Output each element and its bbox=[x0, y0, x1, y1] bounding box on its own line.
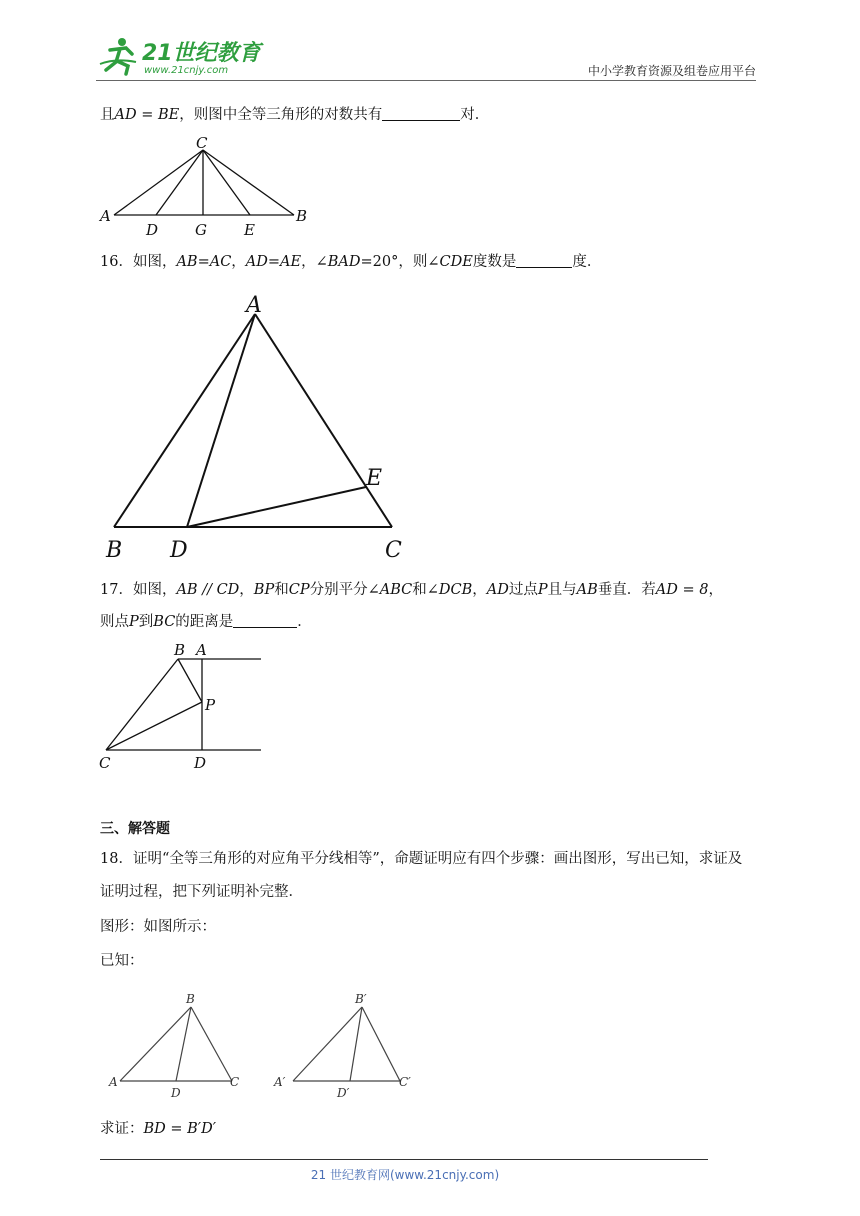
svg-text:21世纪教育: 21世纪教育 bbox=[142, 41, 261, 66]
section-title: 三、解答题 bbox=[100, 821, 170, 837]
q18-fig2-label-d: D′ bbox=[337, 1086, 350, 1100]
q18-figure-label: 图形：如图所示： bbox=[100, 919, 216, 935]
q18-figures bbox=[100, 985, 430, 1105]
q15-text: 且AD = BE，则图中全等三角形的对数共有 对． bbox=[100, 107, 490, 123]
q18-fig2-label-c: C′ bbox=[399, 1075, 411, 1089]
q17-figure bbox=[96, 640, 276, 780]
q18-fig1-label-c: C bbox=[230, 1075, 240, 1089]
q17-text-line2: 则点P到BC的距离是 ． bbox=[100, 614, 312, 630]
q18-prove: 求证：BD = B′D′ bbox=[100, 1121, 217, 1137]
q17-label-p: P bbox=[205, 696, 216, 714]
q15-figure bbox=[96, 134, 326, 240]
q16-label-a: A bbox=[246, 293, 262, 318]
q18-fig2-label-a: A′ bbox=[274, 1075, 286, 1089]
q16-figure bbox=[96, 290, 426, 570]
header-divider bbox=[96, 80, 756, 81]
q15-label-g: G bbox=[195, 221, 207, 239]
q17-label-d: D bbox=[194, 754, 207, 772]
q15-label-e: E bbox=[244, 221, 255, 239]
q17-label-c: C bbox=[99, 754, 111, 772]
svg-text:www.21cnjy.com: www.21cnjy.com bbox=[144, 65, 229, 76]
footer-text: 21 世纪教育网(www.21cnjy.com) bbox=[310, 1168, 500, 1182]
q17-label-b: B bbox=[174, 641, 186, 659]
q16-answer-blank[interactable] bbox=[516, 253, 572, 268]
footer-divider bbox=[100, 1159, 708, 1160]
q18-fig1-label-b: B bbox=[186, 992, 195, 1006]
q15-label-c: C bbox=[196, 134, 208, 152]
q15-label-a: A bbox=[100, 207, 111, 225]
q17-label-a: A bbox=[196, 641, 207, 659]
q18-text-line2: 证明过程，把下列证明补完整． bbox=[100, 884, 303, 900]
q15-answer-blank[interactable] bbox=[382, 106, 460, 121]
q15-label-d: D bbox=[146, 221, 159, 239]
site-logo bbox=[96, 34, 266, 78]
q16-label-b: B bbox=[106, 538, 123, 563]
q17-text-line1: 17．如图，AB // CD，BP和CP分别平分∠ABC和∠DCB，AD过点P且与AB垂直．若AD = 8， bbox=[100, 582, 723, 598]
q16-text: 16．如图，AB=AC，AD=AE，∠BAD=20°，则∠CDE度数是 度． bbox=[100, 254, 602, 270]
header-tagline: 中小学教育资源及组卷应用平台 bbox=[587, 64, 756, 78]
q18-text-line1: 18．证明“全等三角形的对应角平分线相等”，命题证明应有四个步骤：画出图形，写出已知，求证及 bbox=[100, 851, 743, 867]
q16-label-d: D bbox=[170, 538, 188, 563]
q18-fig2-label-b: B′ bbox=[355, 992, 367, 1006]
q16-label-e: E bbox=[366, 466, 383, 491]
q15-label-b: B bbox=[296, 207, 308, 225]
q18-fig1-label-a: A bbox=[109, 1075, 118, 1089]
q16-label-c: C bbox=[385, 538, 402, 563]
q17-answer-blank[interactable] bbox=[233, 613, 297, 628]
q18-known-label: 已知： bbox=[100, 953, 144, 969]
q18-fig1-label-d: D bbox=[171, 1086, 181, 1100]
